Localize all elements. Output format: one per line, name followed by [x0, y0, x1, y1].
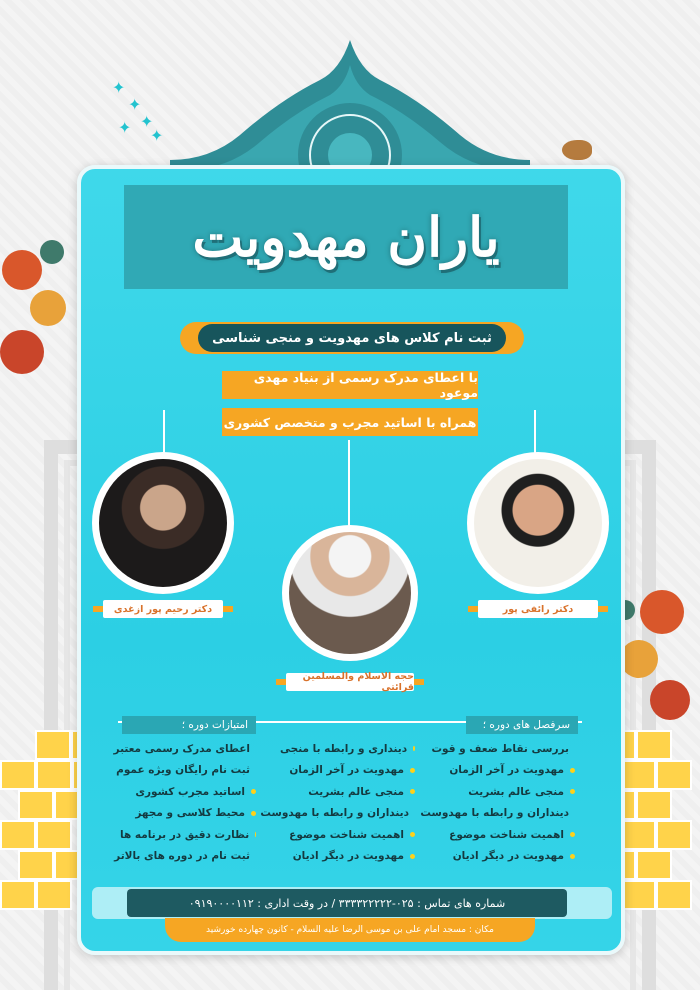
list-item: مهدویت در آخر الزمان [280, 760, 415, 782]
speaker-name-center: حجه الاسلام والمسلمین قرائتی [286, 673, 414, 691]
list-item: مهدویت در دیگر ادیان [435, 846, 575, 868]
address-text: مکان : مسجد امام علی بن موسی الرضا علیه السلام - کانون چهارده خورشید [165, 918, 535, 942]
contact-text: شماره های تماس : ۰۲۵-۳۳۳۳۲۲۲۲۲ / در وقت اداری : ۰۹۱۹۰۰۰۰۱۱۲ [127, 889, 567, 917]
list-item: ثبت نام در دوره های بالاتر [114, 850, 250, 863]
registration-text: ثبت نام کلاس های مهدویت و منجی شناسی [198, 324, 506, 352]
list-item: مهدویت در آخر الزمان [435, 760, 575, 782]
benefits-list [113, 738, 256, 867]
list-item: دینداران و رابطه با مهدوست [420, 807, 569, 820]
page-title: یاران مهدویت [192, 205, 500, 269]
list-item: محیط کلاسی و مجهز [120, 803, 256, 825]
speaker-photo-right [474, 459, 602, 587]
list-item: اساتید مجرب کشوری [120, 781, 256, 803]
list-item: دینداری و رابطه با منجی [280, 738, 415, 760]
topics-heading: سرفصل های دوره ؛ [466, 716, 578, 734]
list-item: منجی عالم بشریت [435, 781, 575, 803]
pendant-line-center [348, 440, 350, 530]
speaker-name-left: دکتر رحیم پور ازغدی [103, 600, 223, 618]
list-item: بررسی نقاط ضعف و قوت [431, 742, 569, 755]
list-item: مهدویت در دیگر ادیان [280, 846, 415, 868]
badge-instructors: همراه با اساتید مجرب و متخصص کشوری [222, 408, 478, 436]
list-item: اعطای مدرک رسمی معتبر [113, 742, 250, 755]
list-item: اهمیت شناخت موضوع [280, 824, 415, 846]
speaker-photo-left [99, 459, 227, 587]
sparrow-icon [562, 140, 592, 160]
badge-certificate: با اعطای مدرک رسمی از بنیاد مهدی موعود [222, 371, 478, 399]
title-box [124, 185, 568, 289]
speaker-photo-center [289, 532, 411, 654]
speaker-name-right: دکتر رائفی پور [478, 600, 598, 618]
topics-list [420, 738, 575, 867]
list-item: ثبت نام رایگان ویژه عموم [116, 764, 250, 777]
list-item: دینداران و رابطه با مهدوست [260, 807, 409, 820]
list-item: نظارت دقیق در برنامه ها [120, 828, 250, 841]
list-item: اهمیت شناخت موضوع [435, 824, 575, 846]
benefits-heading: امتیازات دوره ؛ [122, 716, 256, 734]
topics-list-2 [260, 738, 415, 867]
list-item: منجی عالم بشریت [280, 781, 415, 803]
